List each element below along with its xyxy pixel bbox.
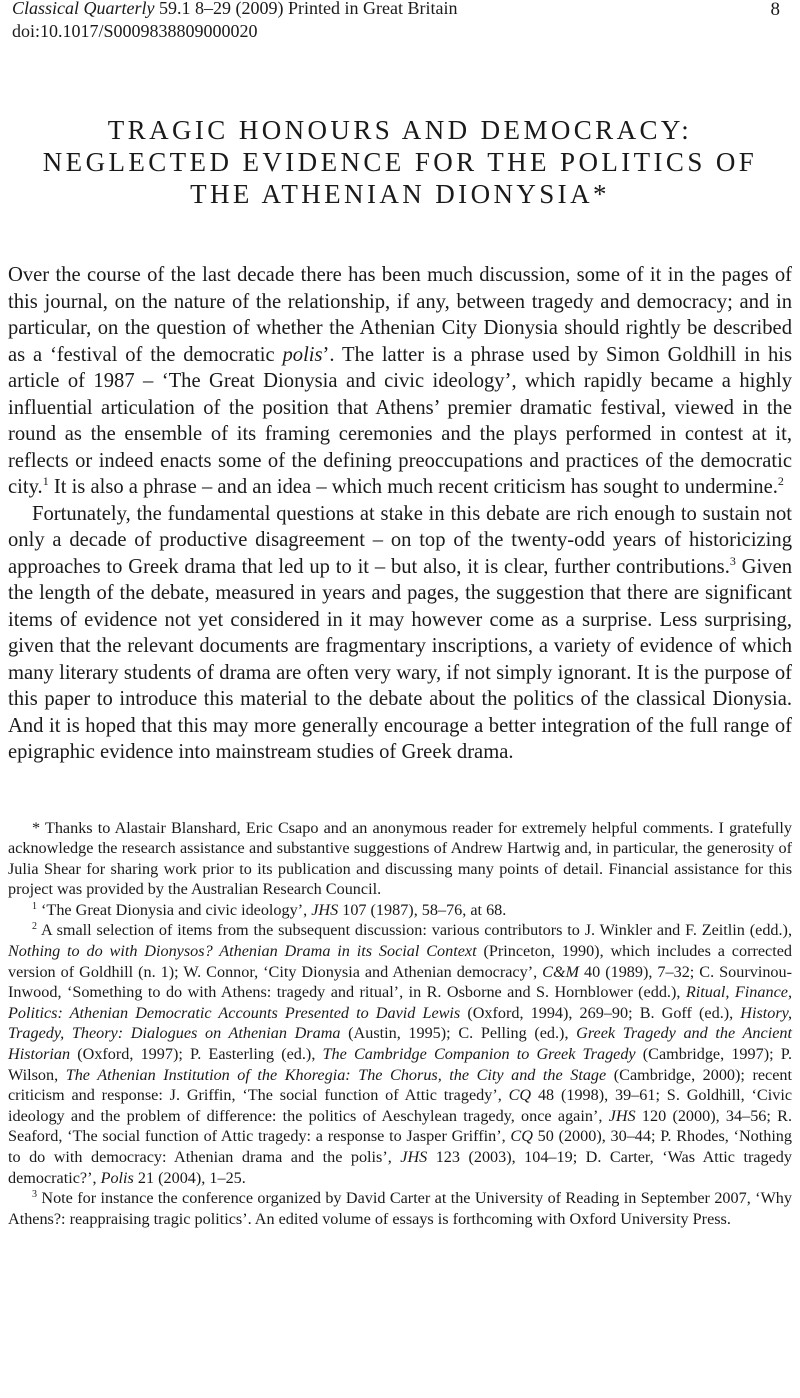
italic-term: JHS [400,1148,428,1166]
text-run: (Oxford, 1994), 269–90; B. Goff (ed.), [460,1003,741,1022]
text-run: A small selection of items from the subsequent discussion: various contributors to J. Winkler and F. Zeitlin (edd.), [37,921,792,940]
italic-term: C&M [542,962,580,981]
footnotes [8,818,792,1230]
footnote-2 [8,920,792,1188]
text-run: 50 (2000), 30–44; P. Rhodes, ‘Nothing to do with democracy: Athenian drama and the polis’, [8,1127,792,1166]
italic-term: Ritual, Finance, Politics: Athenian Democratic Accounts Presented to David Lewis [8,983,792,1022]
article-body [8,262,792,766]
italic-term: The Cambridge Companion to Greek Tragedy [322,1045,636,1064]
text-run: Note for instance the conference organized by David Carter at the University of Reading in September 2007, ‘Why Athens?: reappraising tragic politics’. An edited volume of essays is forthcoming with Oxford University Press. [8,1189,792,1228]
text-run: ‘The Great Dionysia and civic ideology’, [37,900,312,919]
footnote-ref-3[interactable]: 3 [729,553,736,568]
italic-term: Greek Tragedy and the Ancient Historian [8,1024,792,1064]
footnote-ref-1[interactable]: 1 [42,474,49,488]
text-run: It is also a phrase – and an idea – which much recent criticism has sought to undermine. [48,476,778,498]
footnote-marker: 1 [32,900,37,912]
text-run: Over the course of the last decade there has been much discussion, some of it in the pages of this journal, on the nature of the relationship, if any, between tragedy and democracy; and in particular, on the question of whether the Athenian City Dionysia should rightly be described as a ‘festival of the democratic [8,264,792,366]
text-run: 123 (2003), 104–19; D. Carter, ‘Was Attic tragedy democratic?’, [8,1148,792,1187]
text-run: 40 (1989), 7–32; C. Sourvinou-Inwood, ‘Something to do with Athens: tragedy and ritual’, in R. Osborne and S. Hornblower (edd.), [8,962,793,1002]
text-run: (Cambridge, 1997); P. Wilson, [8,1045,792,1084]
italic-term: History, Tragedy, Theory: Dialogues on Athenian Drama [8,1003,792,1043]
text-run: (Oxford, 1997); P. Easterling (ed.), [70,1045,323,1064]
footnote-star: * Thanks to Alastair Blanshard, Eric Csapo and an anonymous reader for extremely helpful comments. I gratefully acknowledge the research assistance and substantive suggestions of Andrew Hartwig and, in particular, the generosity of Julia Shear for sharing work prior to its publication and discussing many points of detail. Financial assistance for this project was provided by the Australian Research Council. [8,818,792,899]
journal-name: Classical Quarterly [12,0,155,18]
text-run: 21 (2004), 1–25. [133,1168,246,1187]
text-run: 120 (2000), 34–56; R. Seaford, ‘The social function of Attic tragedy: a response to Jasper Griffin’, [8,1106,792,1146]
paragraph-1 [8,262,792,501]
doi[interactable]: doi:10.1017/S0009838809000020 [12,21,258,41]
italic-term: Nothing to do with Dionysos? Athenian Drama in its Social Context [8,942,477,961]
text-run: 48 (1998), 39–61; S. Goldhill, ‘Civic ideology and the problem of difference: the politics of Aeschylean tragedy, once again’, [8,1086,793,1125]
italic-term: JHS [311,900,339,919]
italic-term: polis [282,343,323,366]
footnote-ref-2[interactable]: 2 [777,474,784,488]
title-line-1: TRAGIC HONOURS AND DEMOCRACY: [107,115,693,145]
text-run: (Cambridge, 2000); recent criticism and response: J. Griffin, ‘The social function of Attic tragedy’, [8,1065,792,1105]
paragraph-2 [8,501,792,766]
journal-details: 59.1 8–29 (2009) Printed in Great Britain [154,0,458,18]
footnote-3 [8,1188,792,1229]
text-run: Given the length of the debate, measured in years and pages, the suggestion that there are significant items of evidence not yet considered in it may however come as a surprise. Less surprising, given that the relevant documents are fragmentary inscriptions, a variety of evidence of which many literary students of drama are often very wary, if not simply ignorant. It is the purpose of this paper to introduce this material to the debate about the politics of the classical Dionysia. And it is hoped that this may more generally encourage a better integration of the full range of epigraphic evidence into mainstream studies of Greek drama. [8,555,793,763]
text-run: 107 (1987), 58–76, at 68. [338,900,507,919]
text-run: Fortunately, the fundamental questions at stake in this debate are rich enough to sustain not only a decade of productive disagreement – on top of the twenty-odd years of historicizing approaches to Greek drama that led up to it – but also, it is clear, further contributions. [8,502,792,578]
text-run: (Princeton, 1990), which includes a corrected version of Goldhill (n. 1); W. Connor, ‘City Dionysia and Athenian democracy’, [8,942,792,981]
italic-term: CQ [508,1086,532,1105]
running-header [8,0,792,44]
article-title [8,114,792,210]
italic-term: CQ [510,1127,533,1146]
footnote-marker: 3 [32,1189,37,1201]
footnote-marker: 2 [32,921,37,933]
text-run: (Austin, 1995); C. Pelling (ed.), [340,1024,577,1043]
title-line-2: NEGLECTED EVIDENCE FOR THE POLITICS OF [42,147,758,177]
title-line-3: THE ATHENIAN DIONYSIA* [190,179,610,209]
page-number: 8 [770,0,780,20]
italic-term: JHS [608,1106,636,1125]
italic-term: Polis [100,1168,134,1187]
journal-citation [12,0,457,19]
italic-term: The Athenian Institution of the Khoregia: The Chorus, the City and the Stage [65,1065,607,1084]
text-run: ’. The latter is a phrase used by Simon Goldhill in his article of 1987 – ‘The Great Dionysia and civic ideology’, which rapidly became a highly influential articulation of the position that Athens’ premier dramatic festival, viewed in the round as the ensemble of its framing ceremonies and the plays performed in contest at it, reflects or indeed enacts some of the defining preoccupations and practices of the democratic city. [8,343,792,498]
footnote-1 [8,900,792,921]
